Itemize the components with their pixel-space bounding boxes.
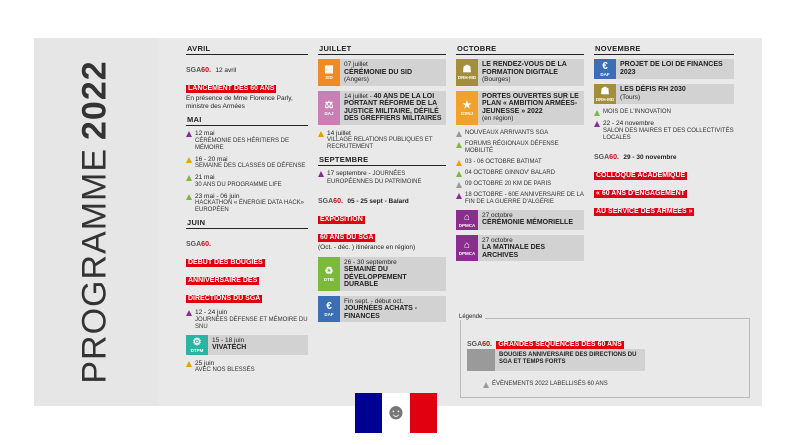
month-juin: JUIN bbox=[186, 218, 308, 229]
event-octobre-2: FORUMS RÉGIONAUX DÉFENSE MOBILITÉ bbox=[456, 141, 584, 155]
dpmca-icon: ⌂ DPMCA bbox=[456, 235, 478, 262]
sga60-logo: SGA60. bbox=[186, 67, 211, 74]
dtpm-icon: ⚙ DTPM bbox=[186, 335, 208, 355]
avril-date: 12 avril bbox=[215, 67, 237, 74]
month-septembre: SEPTEMBRE bbox=[318, 155, 446, 166]
daj-icon: ⚖ DAJ bbox=[318, 91, 340, 125]
expo-title-1: EXPOSITION bbox=[320, 216, 363, 223]
colloque-title-3: AU SERVICE DES ARMÉES » bbox=[596, 207, 693, 215]
sga60-logo: SGA60. bbox=[318, 198, 343, 205]
box-dsnj: ★ DSNJ PORTES OUVERTES SUR LE PLAN « AMBITION ARMÉES-JEUNESSE » 2022 (en région) bbox=[456, 91, 584, 125]
daf-icon: € DAF bbox=[594, 59, 616, 79]
event-mai-3: 21 mai 30 ANS DU PROGRAMME LIFE bbox=[186, 174, 308, 189]
column-april-june bbox=[186, 44, 308, 378]
dtie-icon: ♻ DTIE bbox=[318, 257, 340, 291]
legend-events: ÉVÈNEMENTS 2022 LABELLISÉS 60 ANS bbox=[483, 381, 608, 388]
event-octobre-1: NOUVEAUX ARRIVANTS SGA bbox=[456, 130, 584, 137]
month-mai: MAI bbox=[186, 115, 308, 126]
triangle-icon bbox=[186, 157, 192, 163]
avril-subtitle: En présence de Mme Florence Parly, ministre des Armées bbox=[186, 95, 293, 110]
triangle-icon bbox=[456, 142, 462, 148]
legend-bougies: BOUGIES ANNIVERSAIRE DES DIRECTIONS DU SGA ET TEMPS FORTS bbox=[495, 349, 645, 371]
column-october bbox=[456, 44, 584, 266]
box-daf-plf: € DAF PROJET DE LOI DE FINANCES 2023 bbox=[594, 59, 734, 79]
legend-label: Légende bbox=[456, 314, 485, 320]
triangle-icon bbox=[456, 160, 462, 166]
triangle-icon bbox=[456, 182, 462, 188]
dsnj-icon: ★ DSNJ bbox=[456, 91, 478, 125]
event-juin-1: 12 - 24 juin JOURNÉES DÉFENSE ET MÉMOIRE DU SNU bbox=[186, 309, 308, 331]
box-sid: ▦ SID 07 juillet CÉRÉMONIE DU SID (Angers) bbox=[318, 59, 446, 86]
event-mai-1: 12 mai CÉRÉMONIE DES HÉRITIERS DE MÉMOIRE bbox=[186, 130, 308, 152]
event-juin-2: 25 juin AVEC NOS BLESSÉS bbox=[186, 360, 308, 375]
box-daf: € DAF Fin sept. - début oct. JOURNÉES ACHATS - FINANCES bbox=[318, 296, 446, 323]
sid-icon: ▦ SID bbox=[318, 59, 340, 86]
triangle-icon bbox=[456, 171, 462, 177]
triangle-icon bbox=[456, 193, 462, 199]
dpmca-icon: ⌂ DPMCA bbox=[456, 210, 478, 230]
juin-title-2: ANNIVERSAIRE DES bbox=[188, 277, 258, 284]
event-octobre-5: 09 OCTOBRE 20 KM DE PARIS bbox=[456, 181, 584, 188]
colloque-title-2: « 60 ANS D'ENGAGEMENT bbox=[596, 189, 685, 197]
event-juillet: 14 juillet VILLAGE RELATIONS PUBLIQUES ET RECRUTEMENT bbox=[318, 130, 446, 152]
month-avril: AVRIL bbox=[186, 44, 308, 55]
month-novembre: NOVEMBRE bbox=[594, 44, 734, 55]
triangle-icon bbox=[318, 171, 324, 177]
drhmd-icon: ☗ DRH-MD bbox=[456, 59, 478, 86]
triangle-icon bbox=[186, 194, 192, 200]
triangle-icon bbox=[186, 361, 192, 367]
triangle-icon bbox=[456, 131, 462, 137]
column-july-september bbox=[318, 44, 446, 327]
sga60-logo: SGA60. bbox=[467, 341, 492, 348]
sga60-logo: SGA60. bbox=[594, 153, 619, 161]
box-dtie: ♻ DTIE 26 - 30 septembre SEMAINE DU DÉVELOPPEMENT DURABLE bbox=[318, 257, 446, 291]
event-septembre-1: 17 septembre - JOURNÉES EUROPÉENNES DU PATRIMOINE bbox=[318, 170, 446, 186]
drhmd-icon: ☗ DRH-MD bbox=[595, 86, 615, 102]
expo-subtitle: (Oct. - déc. ) itinérance en région) bbox=[318, 244, 416, 251]
triangle-icon bbox=[594, 121, 600, 127]
marianne-logo bbox=[355, 393, 437, 433]
juin-title-1: DÉBUT DES BOUGIES bbox=[188, 259, 263, 266]
event-mai-4: 23 mai - 06 juin HACKATHON « ÉNERGIE DATA HACK» EUROPÉEN bbox=[186, 193, 308, 215]
colloque-title-1: COLLOQUE ACADÉMIQUE bbox=[596, 171, 686, 179]
month-juillet: JUILLET bbox=[318, 44, 446, 55]
juin-title-3: DIRECTIONS DU SGA bbox=[188, 295, 261, 302]
legend-sequences: GRANDES SÉQUENCES DES 60 ANS bbox=[498, 341, 622, 348]
box-drh-defis: ☗ DRH-MD LES DÉFIS RH 2030 (Tours) bbox=[594, 84, 734, 104]
event-mai-2: 16 - 20 mai SEMAINE DES CLASSES DE DÉFENSE bbox=[186, 156, 308, 171]
box-dtpm: ⚙ DTPM 15 - 18 juin VIVATECH bbox=[186, 335, 308, 355]
legend-box bbox=[460, 318, 750, 398]
event-novembre-2: 22 - 24 novembre SALON DES MAIRES ET DES COLLECTIVITÉS LOCALES bbox=[594, 120, 734, 142]
box-daj: ⚖ DAJ 14 juillet - 40 ANS DE LA LOI PORTANT RÉFORME DE LA JUSTICE MILITAIRE, DÉFILÉ DES GREFFIERS MILITAIRES bbox=[318, 91, 446, 125]
month-octobre: OCTOBRE bbox=[456, 44, 584, 55]
page-title: PROGRAMME2022 bbox=[75, 60, 114, 384]
daf-icon: € DAF bbox=[318, 296, 340, 323]
event-novembre-1: MOIS DE L'INNOVATION bbox=[594, 109, 734, 116]
sga60-logo: SGA60. bbox=[186, 241, 211, 248]
triangle-icon bbox=[318, 131, 324, 137]
triangle-icon bbox=[186, 131, 192, 137]
triangle-icon bbox=[186, 175, 192, 181]
triangle-icon bbox=[186, 310, 192, 316]
triangle-icon bbox=[483, 382, 489, 388]
event-octobre-3: 03 - 06 OCTOBRE BATIMAT bbox=[456, 159, 584, 166]
marianne-profile-icon: ☻ bbox=[384, 399, 408, 424]
colloque-date: 29 - 30 novembre bbox=[623, 153, 677, 161]
avril-title: LANCEMENT DES 60 ANS bbox=[188, 85, 275, 92]
column-november bbox=[594, 44, 734, 218]
legend-swatch bbox=[467, 349, 495, 371]
box-dpmca-archives: ⌂ DPMCA 27 octobre LA MATINALE DES ARCHIVES bbox=[456, 235, 584, 262]
event-octobre-6: 18 OCTOBRE - 60E ANNIVERSAIRE DE LA FIN DE LA GUERRE D'ALGÉRIE bbox=[456, 192, 584, 206]
box-dpmca-ceremony: ⌂ DPMCA 27 octobre CÉRÉMONIE MÉMORIELLE bbox=[456, 210, 584, 230]
box-drhmd: ☗ DRH-MD LE RENDEZ-VOUS DE LA FORMATION DIGITALE (Bourges) bbox=[456, 59, 584, 86]
event-octobre-4: 04 OCTOBRE GINNOV' BALARD bbox=[456, 170, 584, 177]
expo-date: 05 - 25 sept - Balard bbox=[347, 198, 409, 205]
expo-title-2: 60 ANS DU SGA bbox=[320, 234, 374, 241]
triangle-icon bbox=[594, 110, 600, 116]
